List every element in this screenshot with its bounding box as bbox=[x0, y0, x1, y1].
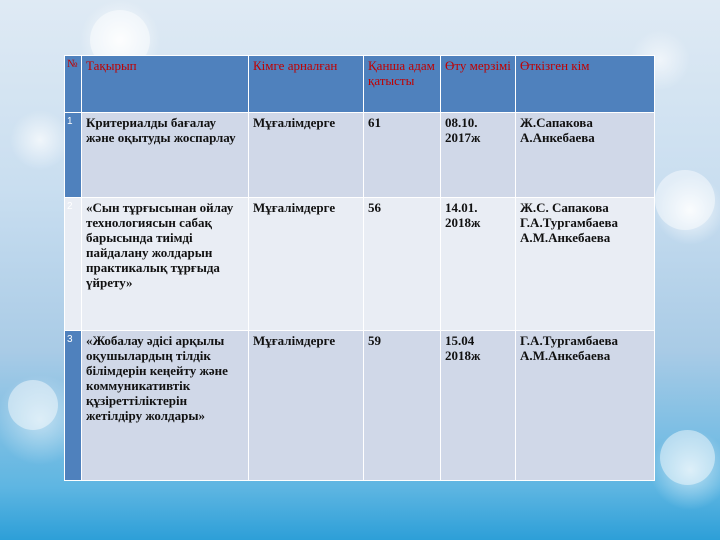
header-topic: Тақырып bbox=[82, 56, 249, 113]
row-count: 59 bbox=[364, 331, 441, 481]
row-count: 61 bbox=[364, 113, 441, 198]
row-audience: Мұғалімдерге bbox=[249, 198, 364, 331]
row-date: 15.04 2018ж bbox=[441, 331, 516, 481]
row-date: 14.01. 2018ж bbox=[441, 198, 516, 331]
header-count: Қанша адам қатысты bbox=[364, 56, 441, 113]
row-date: 08.10. 2017ж bbox=[441, 113, 516, 198]
table-row bbox=[65, 198, 655, 331]
row-topic: «Сын тұрғысынан ойлау технологиясын сабақ барысында тиімді пайдалану жолдарын практикалық тұрғыда үйрету» bbox=[82, 198, 249, 331]
row-audience: Мұғалімдерге bbox=[249, 331, 364, 481]
events-table bbox=[64, 55, 655, 481]
row-count: 56 bbox=[364, 198, 441, 331]
row-presenter: Ж.С. Сапакова Г.А.Тургамбаева А.М.Анкебаева bbox=[516, 198, 655, 331]
row-number: 2 bbox=[65, 198, 82, 331]
row-audience: Мұғалімдерге bbox=[249, 113, 364, 198]
row-topic: Критериалды бағалау және оқытуды жоспарлау bbox=[82, 113, 249, 198]
bokeh-circle bbox=[655, 170, 715, 230]
bokeh-circle bbox=[660, 430, 715, 485]
header-number: № bbox=[65, 56, 82, 113]
row-topic: «Жобалау әдісі арқылы оқушылардың тілдік білімдерін кеңейту және коммуникативтік құзіреттіліктерін жетілдіру жолдары» bbox=[82, 331, 249, 481]
row-number: 1 bbox=[65, 113, 82, 198]
header-presenter: Өткізген кім bbox=[516, 56, 655, 113]
table-row bbox=[65, 331, 655, 481]
table-row bbox=[65, 113, 655, 198]
bokeh-circle bbox=[8, 380, 58, 430]
row-presenter: Г.А.Тургамбаева А.М.Анкебаева bbox=[516, 331, 655, 481]
row-presenter: Ж.Сапакова А.Анкебаева bbox=[516, 113, 655, 198]
row-number: 3 bbox=[65, 331, 82, 481]
header-audience: Кімге арналған bbox=[249, 56, 364, 113]
table-header-row bbox=[65, 56, 655, 113]
header-date: Өту мерзімі bbox=[441, 56, 516, 113]
